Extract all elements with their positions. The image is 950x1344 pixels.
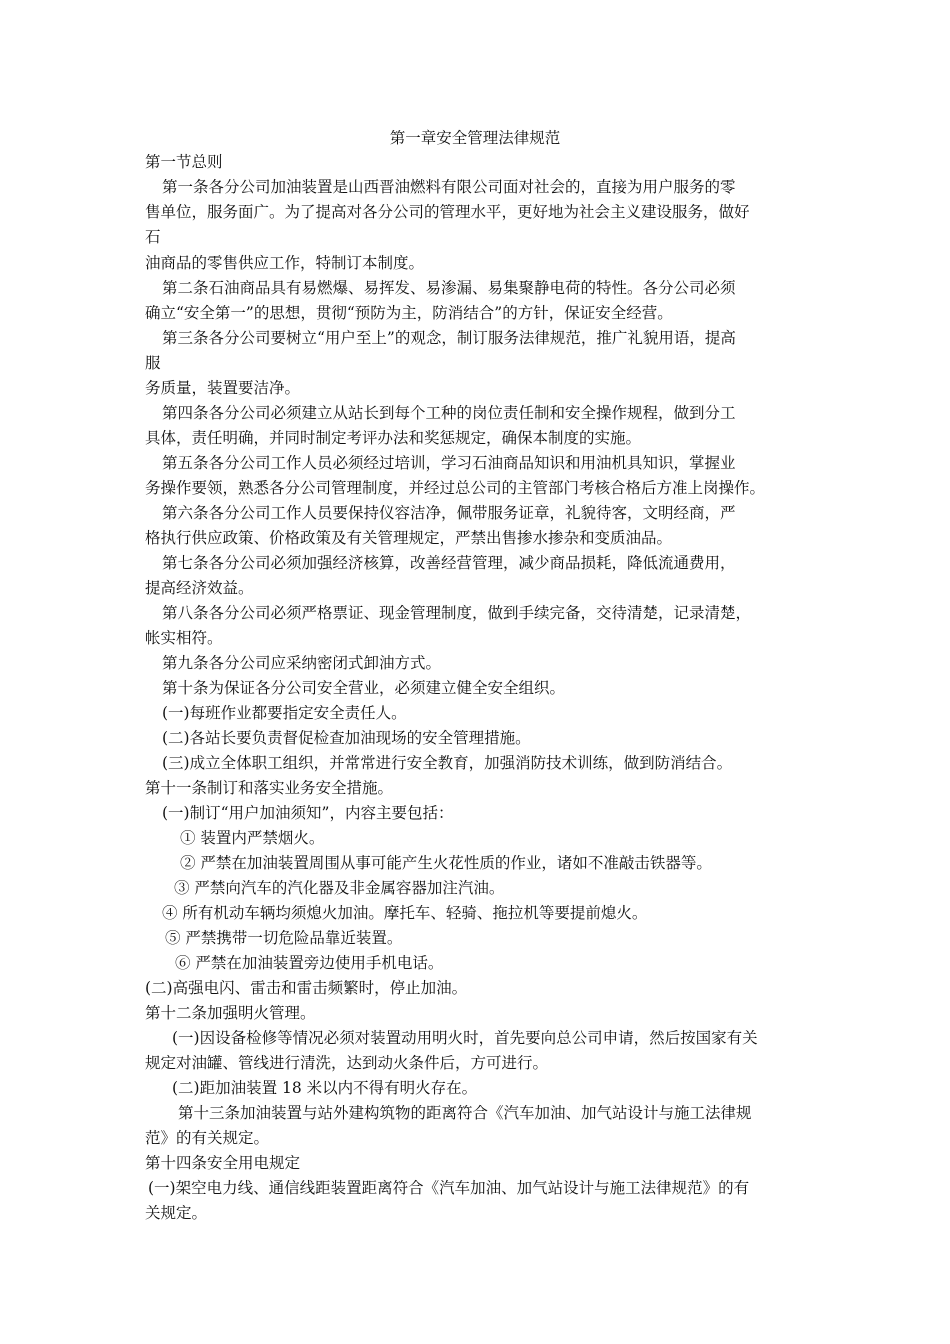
text-line: 服 <box>145 354 161 372</box>
text-line: (二)距加油装置 18 米以内不得有明火存在。 <box>172 1079 478 1097</box>
text-line: 第十二条加强明火管理。 <box>145 1004 316 1022</box>
text-line: 第七条各分公司必须加强经济核算，改善经营管理，减少商品损耗，降低流通费用， <box>162 554 736 572</box>
text-line: ⑤ 严禁携带一切危险品靠近装置。 <box>165 929 403 947</box>
text-line: 确立“安全第一”的思想，贯彻“预防为主，防消结合”的方针，保证安全经营。 <box>145 304 673 322</box>
text-line: ② 严禁在加油装置周围从事可能产生火花性质的作业，诸如不准敲击铁器等。 <box>180 854 712 872</box>
text-line: 提高经济效益。 <box>145 579 254 597</box>
text-line: 石 <box>145 228 161 246</box>
text-line: 第十条为保证各分公司安全营业，必须建立健全安全组织。 <box>162 679 566 697</box>
text-line: (三)成立全体职工组织，并常常进行安全教育，加强消防技术训练，做到防消结合。 <box>162 754 733 772</box>
text-line: (一)每班作业都要指定安全责任人。 <box>162 704 407 722</box>
text-line: (二)高强电闪、雷击和雷击频繁时，停止加油。 <box>145 979 468 997</box>
section-heading: 第一节总则 <box>145 153 223 171</box>
text-line: (一)制订“用户加油须知”，内容主要包括： <box>162 804 454 822</box>
text-line: 第九条各分公司应采纳密闭式卸油方式。 <box>162 654 442 672</box>
text-line: 规定对油罐、管线进行清洗，达到动火条件后，方可进行。 <box>145 1054 549 1072</box>
chapter-title: 第一章安全管理法律规范 <box>389 129 561 147</box>
text-line: 帐实相符。 <box>145 629 223 647</box>
text-line: ① 装置内严禁烟火。 <box>180 829 325 847</box>
text-line: 第八条各分公司必须严格票证、现金管理制度，做到手续完备，交待清楚，记录清楚， <box>162 604 752 622</box>
text-line: (一)因设备检修等情况必须对装置动用明火时，首先要向总公司申请，然后按国家有关 <box>172 1029 758 1047</box>
text-line: 第一条各分公司加油装置是山西晋油燃料有限公司面对社会的，直接为用户服务的零 <box>162 178 736 196</box>
text-line: (一)架空电力线、通信线距装置距离符合《汽车加油、加气站设计与施工法律规范》的有 <box>148 1179 750 1197</box>
text-line: (二)各站长要负责督促检查加油现场的安全管理措施。 <box>162 729 531 747</box>
text-line: 具体，责任明确，并同时制定考评办法和奖惩规定，确保本制度的实施。 <box>145 429 642 447</box>
text-line: ⑥ 严禁在加油装置旁边使用手机电话。 <box>175 954 444 972</box>
text-line: ④ 所有机动车辆均须熄火加油。摩托车、轻骑、拖拉机等要提前熄火。 <box>162 904 648 922</box>
text-line: 第二条石油商品具有易燃爆、易挥发、易渗漏、易集聚静电荷的特性。各分公司必须 <box>162 279 736 297</box>
text-line: 关规定。 <box>145 1204 208 1222</box>
text-line: 油商品的零售供应工作，特制订本制度。 <box>145 254 425 272</box>
text-line: 务操作要领，熟悉各分公司管理制度，并经过总公司的主管部门考核合格后方准上岗操作。 <box>145 479 766 497</box>
text-line: 售单位，服务面广。为了提高对各分公司的管理水平，更好地为社会主义建设服务，做好 <box>145 203 750 221</box>
text-line: ③ 严禁向汽车的汽化器及非金属容器加注汽油。 <box>174 879 505 897</box>
text-line: 第十三条加油装置与站外建构筑物的距离符合《汽车加油、加气站设计与施工法律规 <box>178 1104 752 1122</box>
text-line: 范》的有关规定。 <box>145 1129 270 1147</box>
text-line: 第五条各分公司工作人员必须经过培训，学习石油商品知识和用油机具知识，掌握业 <box>162 454 736 472</box>
text-line: 务质量，装置要洁净。 <box>145 379 301 397</box>
text-line: 第十四条安全用电规定 <box>145 1154 301 1172</box>
text-line: 第六条各分公司工作人员要保持仪容洁净，佩带服务证章，礼貌待客，文明经商，严 <box>162 504 736 522</box>
text-line: 第三条各分公司要树立“用户至上”的观念，制订服务法律规范，推广礼貌用语，提高 <box>162 329 736 347</box>
text-line: 第四条各分公司必须建立从站长到每个工种的岗位责任制和安全操作规程，做到分工 <box>162 404 736 422</box>
text-line: 第十一条制订和落实业务安全措施。 <box>145 779 394 797</box>
text-line: 格执行供应政策、价格政策及有关管理规定，严禁出售掺水掺杂和变质油品。 <box>145 529 673 547</box>
